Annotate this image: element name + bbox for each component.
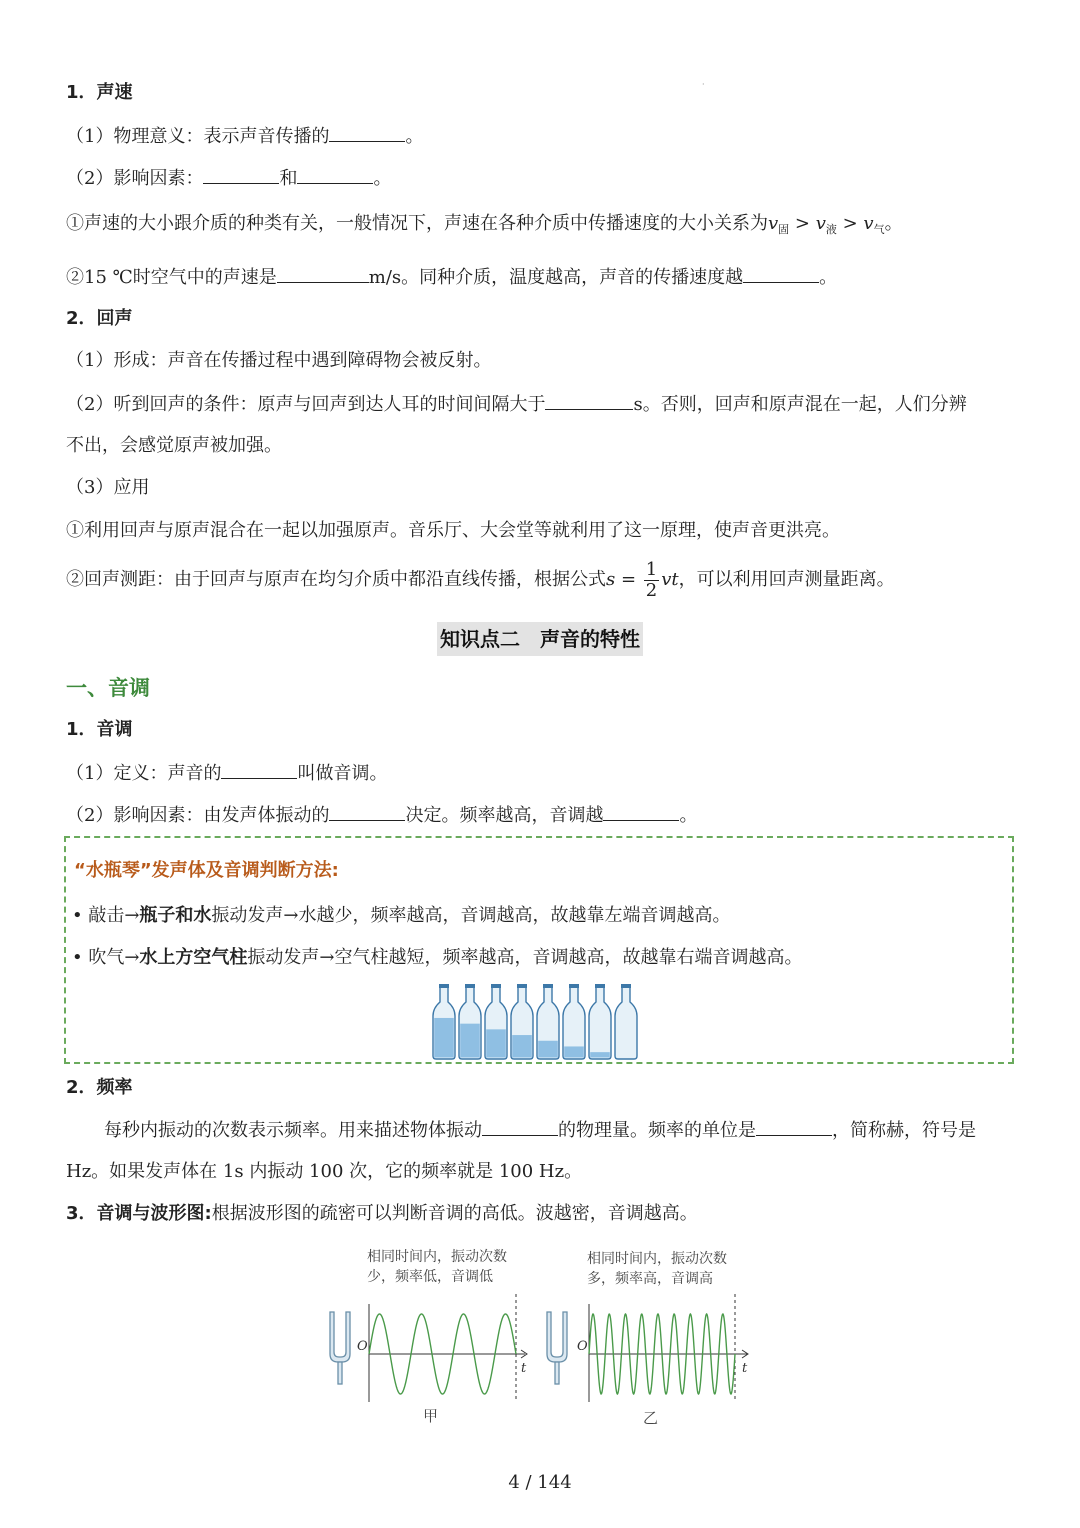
origin-label-left: O	[357, 1339, 368, 1354]
pitch-definition: （1）定义：声音的 叫做音调。	[66, 760, 387, 786]
echo-condition-cont: 不出，会感觉原声被加强。	[66, 435, 282, 456]
section-title: 知识点二 声音的特性	[437, 622, 643, 656]
label-jia: 甲	[423, 1407, 439, 1425]
freq-heading: 2．频率	[66, 1077, 133, 1098]
left-caption-1: 相同时间内，振动次数	[367, 1249, 507, 1265]
echo-form: （1）形成：声音在传播过程中遇到障碍物会被反射。	[66, 350, 492, 371]
bottle	[537, 984, 559, 1059]
wave-heading: 3．音调与波形图:根据波形图的疏密可以判断音调的高低。波越密，音调越高。	[66, 1203, 698, 1224]
right-caption-1: 相同时间内，振动次数	[587, 1251, 727, 1267]
tip-line-2: • 吹气→水上方空气柱振动发声→空气柱越短，频率越高，音调越高，故越靠右端音调越高。	[72, 947, 803, 968]
freq-text: 每秒内振动的次数表示频率。用来描述物体振动 的物理量。频率的单位是 ，简称赫，符号是	[104, 1117, 976, 1143]
freq-text-cont: Hz。如果发声体在 1s 内振动 100 次，它的频率就是 100 Hz。	[66, 1161, 583, 1182]
bottle	[459, 984, 481, 1059]
blank[interactable]	[743, 264, 819, 283]
right-caption-2: 多，频率高，音调高	[587, 1271, 713, 1287]
blank[interactable]	[221, 760, 297, 779]
bottle	[589, 984, 611, 1059]
echo-app: （3）应用	[66, 477, 150, 498]
pitch-heading: 1．音调	[66, 719, 133, 740]
echo-app2: ②回声测距：由于回声与原声在均匀介质中都沿直线传播，根据公式s = $\frac{1}{2}$ vt，可以利用回声测量距离。	[66, 558, 895, 601]
bottle	[433, 984, 455, 1059]
echo-heading: 2．回声	[66, 308, 133, 329]
blank[interactable]	[203, 165, 279, 184]
speed-factors: （2）影响因素： 和 。	[66, 165, 391, 191]
t-label-left: t	[521, 1361, 527, 1376]
tuning-fork-icon	[330, 1312, 350, 1384]
tip-box	[64, 836, 1014, 1064]
bottle	[615, 984, 637, 1059]
speed-heading: 1．声速	[66, 82, 133, 103]
fraction: $\frac{1}{2}$	[645, 558, 658, 601]
speed-air: ②15 ℃时空气中的声速是 m/s。同种介质，温度越高，声音的传播速度越 。	[66, 264, 837, 290]
blank[interactable]	[545, 391, 633, 410]
bottle	[511, 984, 533, 1059]
blank[interactable]	[756, 1117, 832, 1136]
origin-label-right: O	[577, 1339, 588, 1354]
stray-dot: ·	[702, 80, 705, 89]
label-yi: 乙	[643, 1409, 659, 1427]
sub-heading: 一、音调	[66, 676, 150, 700]
blank[interactable]	[297, 165, 373, 184]
tip-title: “水瓶琴”发声体及音调判断方法:	[74, 860, 339, 881]
water-bottles-image	[430, 984, 640, 1060]
tip-line-1: • 敲击→瓶子和水振动发声→水越少，频率越高，音调越高，故越靠左端音调越高。	[72, 905, 731, 926]
blank[interactable]	[603, 802, 679, 821]
bottle	[485, 984, 507, 1059]
bottle	[563, 984, 585, 1059]
tuning-fork-icon	[547, 1312, 567, 1384]
echo-condition: （2）听到回声的条件：原声与回声到达人耳的时间间隔大于 s。否则，回声和原声混在一起，人们分辨	[66, 391, 967, 417]
blank[interactable]	[482, 1117, 558, 1136]
t-label-right: t	[742, 1361, 748, 1376]
left-caption-2: 少，频率低，音调低	[367, 1269, 493, 1285]
echo-app1: ①利用回声与原声混合在一起以加强原声。音乐厅、大会堂等就利用了这一原理，使声音更洪亮。	[66, 520, 840, 541]
blank[interactable]	[329, 802, 405, 821]
blank[interactable]	[277, 264, 369, 283]
blank[interactable]	[329, 123, 405, 142]
speed-relation: ①声速的大小跟介质的种类有关，一般情况下，声速在各种介质中传播速度的大小关系为$v_固 > v_液 > v_气$。	[66, 213, 903, 236]
pitch-factor: （2）影响因素：由发声体振动的 决定。频率越高，音调越 。	[66, 802, 697, 828]
waveform-figure	[325, 1244, 755, 1434]
page-number: 4 / 144	[508, 1472, 572, 1493]
speed-meaning: （1）物理意义：表示声音传播的 。	[66, 123, 423, 149]
